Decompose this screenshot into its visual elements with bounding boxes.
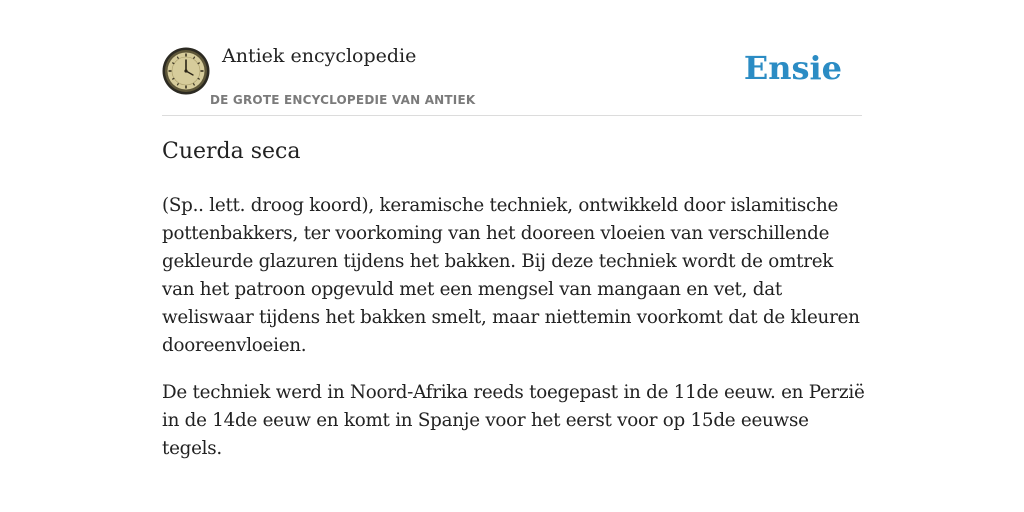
article-paragraph: De techniek werd in Noord-Afrika reeds toegepast in de 11de eeuw. en Perzië in de 14de eeuw en komt in Spanje voor het eerst voor op 15de eeuwse tegels. xyxy=(162,382,865,459)
article-paragraph: (Sp.. lett. droog koord), keramische techniek, ontwikkeld door islamitische pottenbakkers, ter voorkoming van het dooreen vloeien van verschillende gekleurde glazuren tijdens het bakken. Bij deze techniek wordt de omtrek van het patroon opgevuld met een mengsel van mangaan en vet, dat weliswaar tijdens het bakken smelt, maar niettemin voorkomt dat de kleuren dooreenvloeien. xyxy=(162,195,860,356)
antique-clock-icon[interactable] xyxy=(162,47,210,95)
site-header xyxy=(162,40,862,116)
ensie-logo-link[interactable]: Ensie xyxy=(743,49,842,87)
article-title: Cuerda seca xyxy=(162,139,301,164)
site-name[interactable]: Antiek encyclopedie xyxy=(222,45,417,67)
article-body xyxy=(162,192,867,482)
site-tagline: DE GROTE ENCYCLOPEDIE VAN ANTIEK xyxy=(210,93,476,107)
